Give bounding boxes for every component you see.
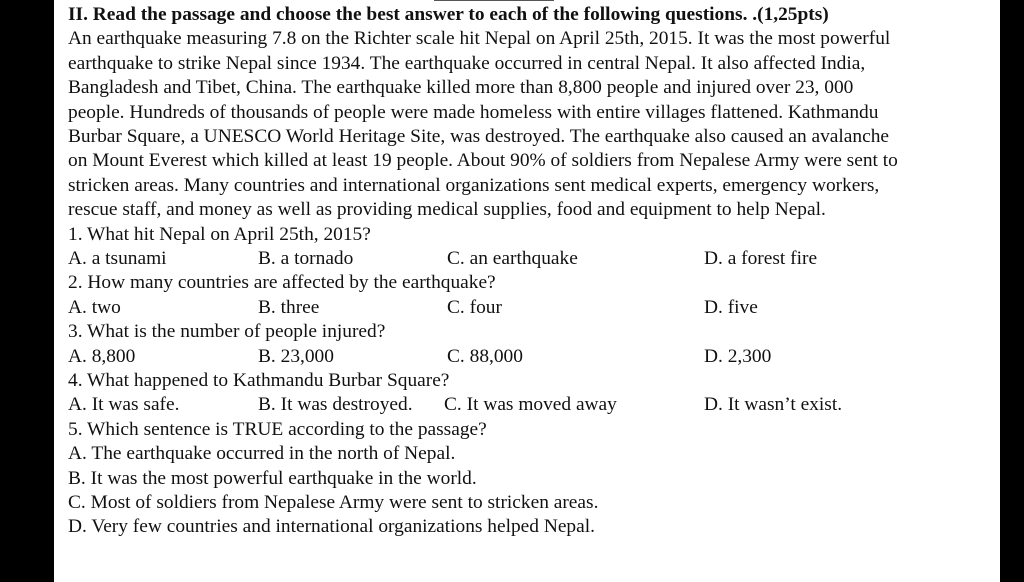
question-text: 4. What happened to Kathmandu Burbar Square? bbox=[68, 370, 450, 392]
question-text: 5. Which sentence is TRUE according to the passage? bbox=[68, 418, 487, 440]
answer-options bbox=[68, 393, 993, 417]
answer-options bbox=[68, 247, 993, 271]
section-heading: II. Read the passage and choose the best answer to each of the following questions. .(1,25pts) bbox=[68, 4, 829, 25]
option-a: A. 8,800 bbox=[68, 345, 136, 367]
question-text: 1. What hit Nepal on April 25th, 2015? bbox=[68, 223, 371, 245]
option-b: B. a tornado bbox=[258, 248, 354, 270]
option-d: D. five bbox=[704, 296, 758, 318]
option-a: A. It was safe. bbox=[68, 394, 180, 416]
question-text: 3. What is the number of people injured? bbox=[68, 321, 386, 343]
passage-line: An earthquake measuring 7.8 on the Richter scale hit Nepal on April 25th, 2015. It was the most powerful bbox=[68, 28, 891, 50]
worksheet-content bbox=[68, 3, 993, 540]
option-c: C. an earthquake bbox=[447, 248, 578, 270]
passage-line: stricken areas. Many countries and international organizations sent medical experts, emergency workers, bbox=[68, 174, 880, 196]
option-d: D. 2,300 bbox=[704, 345, 772, 367]
option-b: B. three bbox=[258, 296, 320, 318]
option-a: A. a tsunami bbox=[68, 248, 167, 270]
option-d: D. It wasn’t exist. bbox=[704, 394, 843, 416]
question-4 bbox=[68, 369, 993, 418]
passage-line: Bangladesh and Tibet, China. The earthquake killed more than 8,800 people and injured over 23, 000 bbox=[68, 77, 854, 99]
question-3 bbox=[68, 320, 993, 369]
worksheet-page bbox=[54, 0, 1000, 582]
question-2 bbox=[68, 271, 993, 320]
question-1 bbox=[68, 223, 993, 272]
option-b: B. 23,000 bbox=[258, 345, 334, 367]
reading-passage bbox=[68, 27, 993, 222]
passage-line: people. Hundreds of thousands of people were made homeless with entire villages flattened. Kathmandu bbox=[68, 101, 879, 123]
option-c: C. four bbox=[447, 296, 502, 318]
question-5 bbox=[68, 418, 993, 540]
answer-options bbox=[68, 296, 993, 320]
passage-line: rescue staff, and money as well as providing medical supplies, food and equipment to help Nepal. bbox=[68, 199, 826, 221]
cropped-underline bbox=[434, 0, 554, 1]
option-c: C. Most of soldiers from Nepalese Army were sent to stricken areas. bbox=[68, 492, 599, 514]
option-a: A. The earthquake occurred in the north of Nepal. bbox=[68, 443, 456, 465]
option-d: D. a forest fire bbox=[704, 248, 818, 270]
option-a: A. two bbox=[68, 296, 121, 318]
option-c: C. 88,000 bbox=[447, 345, 523, 367]
answer-options bbox=[68, 345, 993, 369]
passage-line: on Mount Everest which killed at least 19 people. About 90% of soldiers from Nepalese Army were sent to bbox=[68, 150, 898, 172]
option-d: D. Very few countries and international organizations helped Nepal. bbox=[68, 516, 595, 538]
option-b: B. It was destroyed. bbox=[258, 394, 413, 416]
question-text: 2. How many countries are affected by the earthquake? bbox=[68, 272, 496, 294]
option-c: C. It was moved away bbox=[444, 394, 617, 416]
passage-line: earthquake to strike Nepal since 1934. The earthquake occurred in central Nepal. It also affected India, bbox=[68, 52, 866, 74]
passage-line: Burbar Square, a UNESCO World Heritage Site, was destroyed. The earthquake also caused an avalanche bbox=[68, 126, 890, 148]
option-b: B. It was the most powerful earthquake in the world. bbox=[68, 467, 477, 489]
